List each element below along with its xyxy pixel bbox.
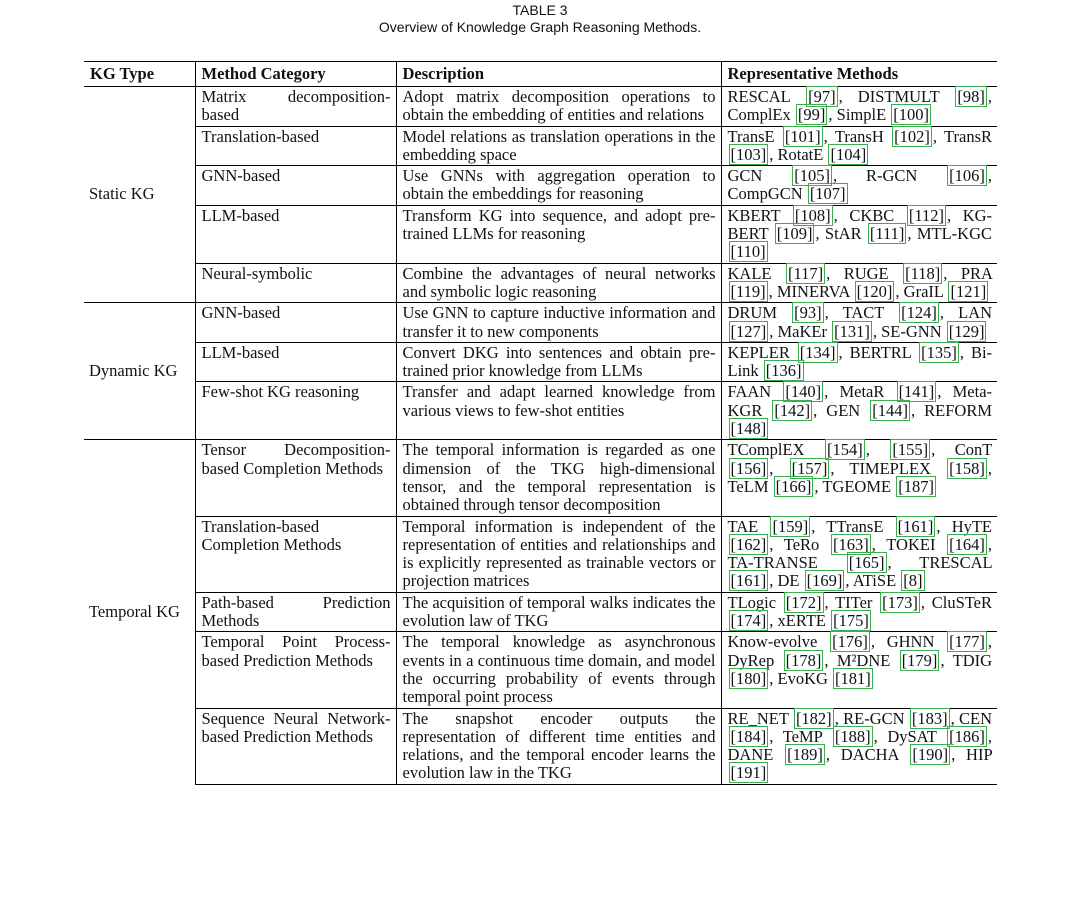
table-row [84,166,997,206]
citation-link[interactable]: [100] [893,105,930,125]
method-category-cell: LLM-based [195,342,396,382]
method-name: ATiSE [852,571,897,591]
citation-link[interactable]: [131] [834,321,870,341]
method-name: CompGCN [727,184,803,204]
method-name: DISTMULT [857,87,940,106]
citation-link[interactable]: [165] [848,553,885,573]
method-category-cell: Translation-based Completion Methods [195,516,396,592]
citation-link[interactable]: [159] [772,516,809,536]
method-name: TLogic [727,592,777,612]
method-name: MaKEr [777,321,827,341]
method-name: TIMEPLEX [849,458,931,478]
citation-link[interactable]: [109] [776,224,813,244]
method-category-cell: Few-shot KG reasoning [195,382,396,440]
citation-link[interactable]: [186] [949,726,985,746]
citation-link[interactable]: [121] [950,281,987,301]
citation-link[interactable]: [174] [730,611,767,631]
citation-link[interactable]: [180] [730,668,767,688]
citation-link[interactable]: [148] [730,419,767,439]
citation-link[interactable]: [176] [832,632,868,652]
kg-type-cell: Temporal KG [84,440,195,784]
method-name: ComplEx [727,105,791,125]
method-name: TransE [727,126,775,146]
method-name: Bi-Link [727,342,993,381]
table-row [84,632,997,708]
representative-methods-cell: FAAN [140] , MetaR [141] , Meta-KGR [142] , GEN [144] , REFORM [148] [721,382,997,440]
method-name: GHNN [886,632,935,652]
method-name: RE-GCN [843,708,905,728]
representative-methods-cell: TransE [101] , TransH [102] , TransR [103] , RotatE [104] [721,126,997,166]
header-representative-methods: Representative Methods [721,62,997,87]
citation-link[interactable]: [183] [911,708,948,728]
method-name: GraIL [903,281,944,301]
representative-methods-cell: RE_NET [182] , RE-GCN [183] , CEN [184] , TeMP [188] , DySAT [186] , DANE [189] , DACHA [190] , HIP [191] [721,708,997,784]
citation-link[interactable]: [182] [795,708,832,728]
method-name: LAN [958,303,993,323]
citation-link[interactable]: [8] [903,571,923,591]
description-cell: Model relations as translation operations in the embedding space [396,126,721,166]
method-name: HIP [966,745,993,765]
table-row [84,440,997,516]
method-name: FAAN [727,382,772,402]
method-name: TeLM [727,476,769,496]
method-category-cell: Translation-based [195,126,396,166]
method-name: CKBC [849,205,895,225]
method-name: TransH [834,126,884,146]
method-name: TACT [842,303,885,323]
citation-link[interactable]: [103] [730,144,767,164]
table-row [84,87,997,127]
description-cell: The temporal information is regarded as one dimension of the TKG high-dimensional tensor, and the temporal representation is obtained through tensor decomposition [396,440,721,516]
table-row [84,303,997,343]
method-name: CluSTeR [931,592,993,612]
table-label: TABLE 3 [512,2,568,18]
citation-link[interactable]: [99] [797,105,826,125]
citation-link[interactable]: [157] [791,458,828,478]
representative-methods-cell: TAE [159] , TTransE [161] , HyTE [162] , TeRo [163] , TOKEI [164] , TA-TRANSE [165] , TRESCAL [161] , DE [169] , ATiSE [8] [721,516,997,592]
representative-methods-cell: TComplEX [154] , [155] , ConT [156] , [157] , TIMEPLEX [158] , TeLM [166] , TGEOME [187] [721,440,997,516]
citation-link[interactable]: [127] [730,321,767,341]
method-name: PRA [960,263,993,283]
method-name: RE_NET [727,708,789,728]
method-name: TRESCAL [919,553,992,573]
method-name: RotatE [777,144,824,164]
method-name: GCN [727,166,763,186]
citation-link[interactable]: [177] [949,632,985,652]
citation-link[interactable]: [161] [897,516,934,536]
method-name: DySAT [887,726,937,746]
method-name: DACHA [840,745,899,765]
method-category-cell: Path-based Prediction Methods [195,592,396,632]
citation-link[interactable]: [108] [794,205,831,225]
citation-link[interactable]: [158] [949,458,985,478]
method-name: BERTRL [849,342,912,362]
citation-link[interactable]: [164] [949,534,985,554]
citation-link[interactable]: [112] [908,205,944,225]
representative-methods-cell: TLogic [172] , TITer [173] , CluSTeR [174] , xERTE [175] [721,592,997,632]
representative-methods-cell: DRUM [93] , TACT [124] , LAN [127] , MaKEr [131] , SE-GNN [129] [721,303,997,343]
header-kg-type: KG Type [84,62,195,87]
method-name: Know-evolve [727,632,818,652]
method-category-cell: GNN-based [195,303,396,343]
representative-methods-cell: RESCAL [97] , DISTMULT [98] , ComplEx [99] , SimplE [100] [721,87,997,127]
method-name: xERTE [777,611,827,631]
representative-methods-cell: KBERT [108] , CKBC [112] , KG-BERT [109] , StAR [111] , MTL-KGC [110] [721,205,997,263]
method-name: DE [777,571,800,591]
description-cell: Use GNN to capture inductive information and transfer it to new components [396,303,721,343]
citation-link[interactable]: [129] [948,321,985,341]
citation-link[interactable]: [104] [830,144,867,164]
citation-link[interactable]: [111] [869,224,905,244]
citation-link[interactable]: [154] [826,440,863,460]
method-name: DyRep [727,650,775,670]
method-name: KBERT [727,205,781,225]
method-category-cell: GNN-based [195,166,396,206]
method-name: KALE [727,263,772,283]
method-name: REFORM [924,400,992,420]
citation-link[interactable]: [163] [833,534,869,554]
method-category-cell: Temporal Point Process-based Prediction Methods [195,632,396,708]
table-row [84,205,997,263]
method-name: KEPLER [727,342,790,362]
header-method-category: Method Category [195,62,396,87]
representative-methods-cell: KALE [117] , RUGE [118] , PRA [119] , MINERVA [120] , GraIL [121] [721,263,997,303]
method-name: StAR [824,224,862,244]
citation-link[interactable]: [124] [901,303,937,323]
method-name: MetaR [839,382,885,402]
description-cell: Convert DKG into sentences and obtain pre-trained prior knowledge from LLMs [396,342,721,382]
citation-link[interactable]: [144] [872,400,908,420]
citation-link[interactable]: [175] [833,611,869,631]
description-cell: Temporal information is independent of the representation of entities and relationships and is explicitly represented as trainable vectors or projection matrices [396,516,721,592]
citation-link[interactable]: [106] [949,166,985,186]
table-row [84,592,997,632]
table-row [84,708,997,784]
citation-link[interactable]: [181] [835,668,871,688]
citation-link[interactable]: [191] [730,763,767,783]
method-name: KG-BERT [727,205,993,244]
method-name: RESCAL [727,87,791,106]
description-cell: The temporal knowledge as asynchronous events in a continuous time domain, and model the occurring probability of events through temporal point process [396,632,721,708]
citation-link[interactable]: [155] [892,440,929,460]
method-name: TAE [727,516,759,536]
table-body [84,87,997,785]
citation-link[interactable]: [173] [882,592,918,612]
description-cell: The acquisition of temporal walks indicates the evolution law of TKG [396,592,721,632]
citation-link[interactable]: [102] [894,126,930,146]
description-cell: Transform KG into sequence, and adopt pre-trained LLMs for reasoning [396,205,721,263]
method-name: EvoKG [777,668,828,688]
citation-link[interactable]: [136] [765,361,802,381]
citation-link[interactable]: [97] [808,87,836,106]
citation-link[interactable]: [189] [787,745,823,765]
citation-link[interactable]: [162] [730,534,767,554]
method-name: SimplE [836,105,887,125]
citation-link[interactable]: [166] [775,476,812,496]
method-name: TOKEI [886,534,936,554]
method-category-cell: Tensor Decomposition-based Completion Methods [195,440,396,516]
method-name: TTransE [826,516,884,536]
method-name: RUGE [843,263,889,283]
citation-link[interactable]: [119] [730,281,766,301]
citation-link[interactable]: [93] [794,303,822,323]
citation-link[interactable]: [172] [785,592,822,612]
representative-methods-cell: Know-evolve [176] , GHNN [177] , DyRep [178] , M²DNE [179] , TDIG [180] , EvoKG [181] [721,632,997,708]
citation-link[interactable]: [105] [794,166,830,186]
method-name: Meta-KGR [727,382,993,420]
citation-link[interactable]: [98] [957,87,985,106]
citation-link[interactable]: [140] [785,382,822,402]
citation-link[interactable]: [107] [809,184,846,204]
citation-link[interactable]: [161] [730,571,767,591]
table-title: Overview of Knowledge Graph Reasoning Methods. [378,19,702,35]
representative-methods-cell: KEPLER [134] , BERTRL [135] , Bi-Link [136] [721,342,997,382]
method-name: DRUM [727,303,778,323]
description-cell: Use GNNs with aggregation operation to obtain the embeddings for reasoning [396,166,721,206]
citation-link[interactable]: [187] [898,476,934,496]
method-name: TITer [835,592,873,612]
method-name: TransR [944,126,993,146]
citation-link[interactable]: [190] [912,745,949,765]
kg-reasoning-table [84,61,997,785]
method-name: TComplEX [727,440,805,460]
citation-link[interactable]: [178] [785,650,822,670]
description-cell: Combine the advantages of neural networks and symbolic logic reasoning [396,263,721,303]
description-cell: Adopt matrix decomposition operations to obtain the embedding of entities and relations [396,87,721,127]
method-name: TGEOME [822,476,892,496]
method-name: MINERVA [776,281,850,301]
table-row [84,263,997,303]
method-category-cell: Matrix decomposition-based [195,87,396,127]
table-row [84,382,997,440]
method-name: M²DNE [836,650,891,670]
table-row [84,126,997,166]
method-category-cell: LLM-based [195,205,396,263]
method-name: TeRo [783,534,820,554]
method-name: R-GCN [865,166,918,186]
description-cell: The snapshot encoder outputs the representation of different time entities and relations, and the temporal encoder learns the evolution law in the TKG [396,708,721,784]
citation-link[interactable]: [142] [774,400,811,420]
citation-link[interactable]: [118] [905,263,941,283]
method-name: ConT [954,440,992,460]
method-name: GEN [826,400,861,420]
kg-type-cell: Static KG [89,184,155,204]
citation-link[interactable]: [110] [730,242,766,262]
description-cell: Transfer and adapt learned knowledge from various views to few-shot entities [396,382,721,440]
method-name: DANE [727,745,774,765]
citation-link[interactable]: [184] [730,726,767,746]
method-name: CEN [959,708,993,728]
citation-link[interactable]: [120] [856,281,893,301]
method-name: TeMP [782,726,823,746]
citation-link[interactable]: [141] [898,382,935,402]
method-name: MTL-KGC [916,224,993,244]
citation-link[interactable]: [101] [784,126,821,146]
citation-link[interactable]: [135] [921,342,957,362]
citation-link[interactable]: [169] [806,571,843,591]
method-category-cell: Neural-symbolic [195,263,396,303]
header-row [84,62,997,87]
table-row [84,516,997,592]
citation-link[interactable]: [179] [901,650,938,670]
method-name: TA-TRANSE [727,553,818,573]
kg-type-cell: Dynamic KG [84,303,195,440]
method-name: TDIG [952,650,993,670]
header-description: Description [396,62,721,87]
representative-methods-cell: GCN [105] , R-GCN [106] , CompGCN [107] [721,166,997,206]
citation-link[interactable]: [188] [834,726,871,746]
citation-link[interactable]: [134] [799,342,836,362]
method-name: HyTE [951,516,993,536]
table-row [84,342,997,382]
method-name: SE-GNN [881,321,942,341]
citation-link[interactable]: [156] [730,458,767,478]
citation-link[interactable]: [117] [787,263,824,283]
method-category-cell: Sequence Neural Network-based Prediction Methods [195,708,396,784]
